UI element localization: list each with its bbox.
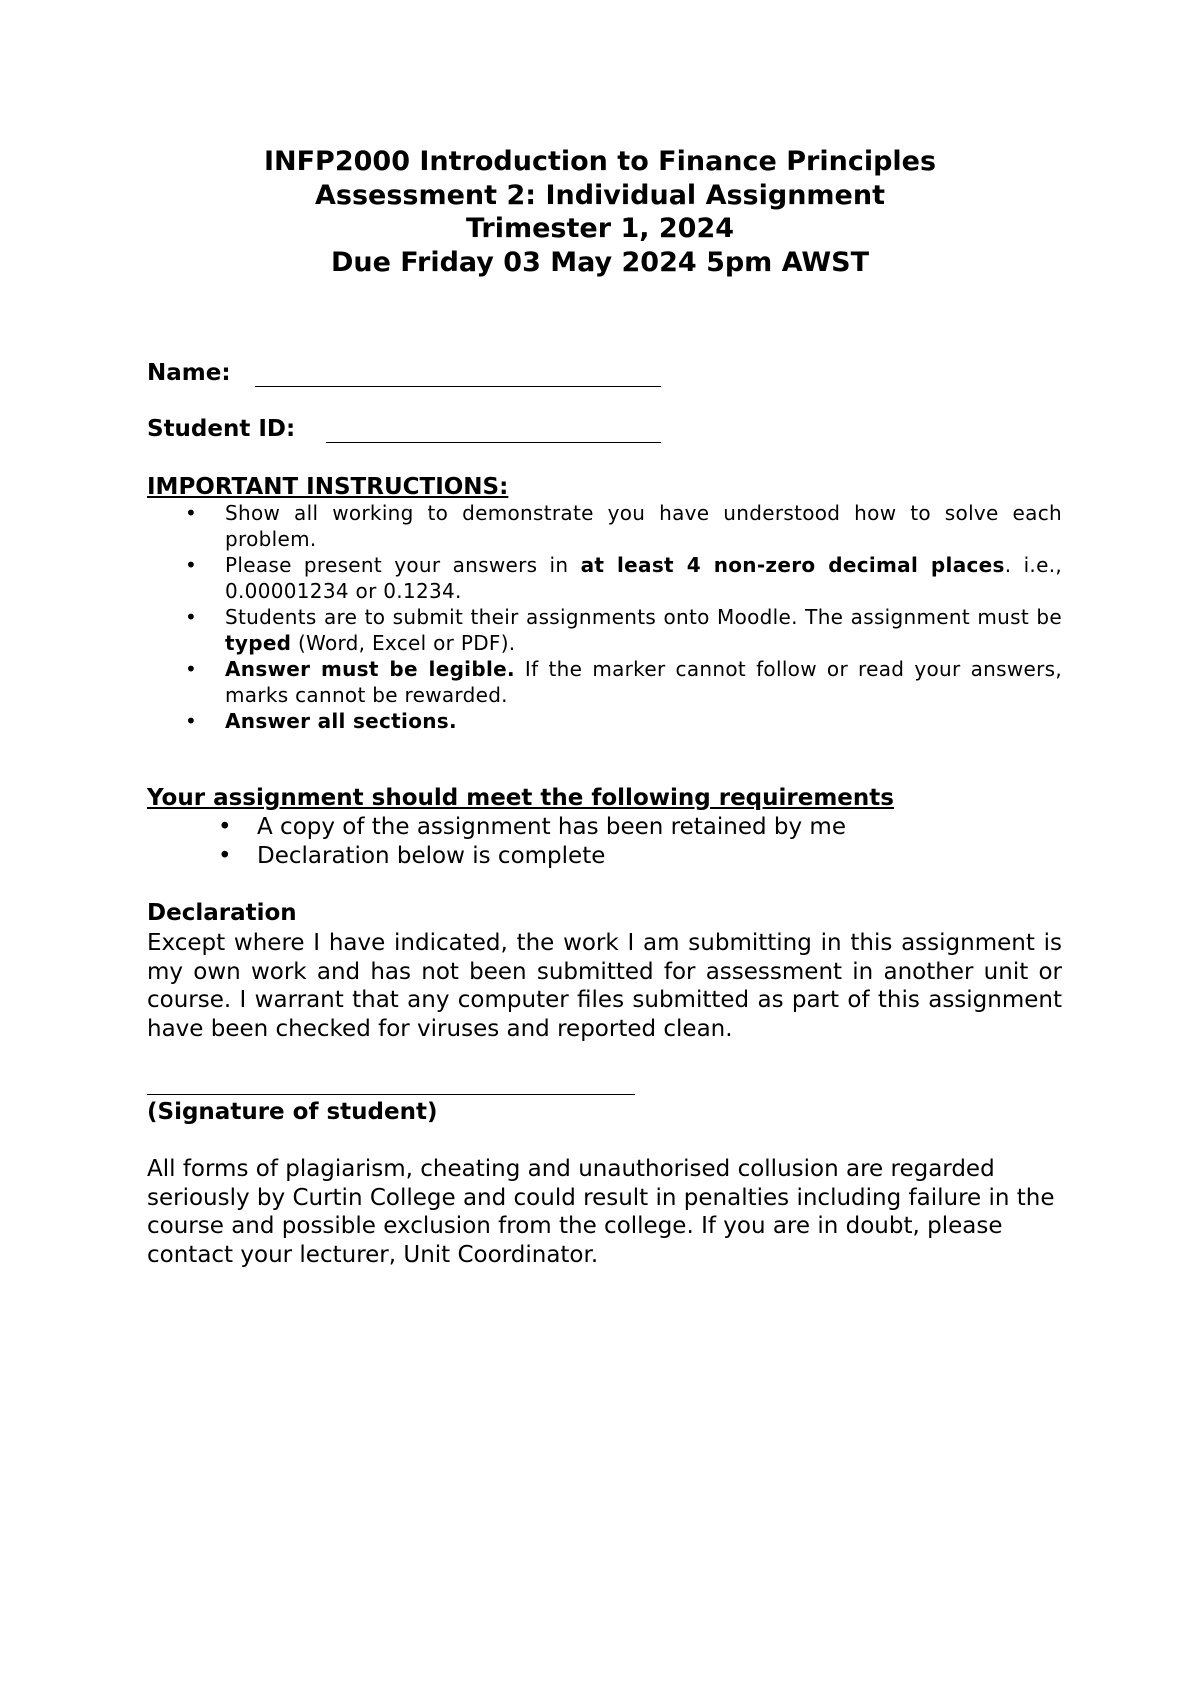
- list-item: [147, 552, 1062, 604]
- bullet-icon: •: [218, 842, 232, 869]
- instruction-text: If the marker cannot follow or read your answers, marks cannot be rewarded.: [225, 657, 1062, 707]
- signature-line[interactable]: [147, 1094, 635, 1095]
- bullet-icon: •: [185, 553, 198, 577]
- plagiarism-notice: All forms of plagiarism, cheating and unauthorised collusion are regarded seriously by Curtin College and could result in penalties including failure in the course and possible exclusion from the college. If you are in doubt, please contact your lecturer, Unit Coordinator.: [147, 1156, 1055, 1268]
- declaration-heading: Declaration: [147, 900, 297, 926]
- bullet-icon: •: [185, 605, 198, 629]
- instruction-text: (Word, Excel or PDF).: [291, 631, 516, 655]
- instruction-emphasis: typed: [225, 631, 292, 655]
- instruction-text: Show all working to demonstrate you have understood how to solve each problem.: [225, 501, 1062, 551]
- instruction-emphasis: Answer must be legible.: [225, 657, 515, 681]
- trimester-label: Trimester 1, 2024: [465, 213, 735, 244]
- requirement-text: Declaration below is complete: [257, 842, 606, 869]
- bullet-icon: •: [185, 657, 198, 681]
- instruction-emphasis: at least 4 non-zero decimal places: [580, 553, 1005, 577]
- instructions-heading: IMPORTANT INSTRUCTIONS:: [147, 474, 509, 500]
- signature-label: (Signature of student): [147, 1099, 438, 1125]
- list-item: [147, 604, 1062, 656]
- instruction-emphasis: Answer all sections.: [225, 709, 457, 733]
- instruction-text: Please present your answers in: [225, 553, 581, 577]
- declaration-text: Except where I have indicated, the work I am submitting in this assignment is my own work and has not been submitted for assessment in another unit or course. I warrant that any computer files submitted as part of this assignment have been checked for viruses and reported clean.: [147, 930, 1062, 1042]
- list-item: [147, 500, 1062, 552]
- list-item: [147, 708, 1062, 734]
- list-item: [147, 842, 1062, 871]
- requirements-heading: Your assignment should meet the following requirements: [147, 785, 894, 811]
- requirement-text: A copy of the assignment has been retained by me: [257, 814, 846, 840]
- bullet-icon: •: [185, 501, 198, 525]
- instruction-text: Students are to submit their assignments onto Moodle. The assignment must be: [225, 605, 1062, 629]
- name-field-label: Name:: [147, 360, 231, 386]
- list-item: [147, 656, 1062, 708]
- requirements-list: [147, 813, 1062, 870]
- assessment-title: Assessment 2: Individual Assignment: [315, 179, 885, 211]
- course-title: INFP2000 Introduction to Finance Principles: [263, 146, 937, 177]
- bullet-icon: •: [185, 709, 198, 733]
- bullet-icon: •: [218, 814, 232, 840]
- list-item: [147, 813, 1062, 842]
- due-date: Due Friday 03 May 2024 5pm AWST: [330, 246, 870, 278]
- student-id-field-line[interactable]: [326, 442, 661, 443]
- instructions-list: [147, 500, 1062, 734]
- title-block: [0, 145, 1200, 279]
- instruction-text: . i.e., 0.00001234 or 0.1234.: [225, 553, 1063, 603]
- name-field-line[interactable]: [255, 386, 661, 387]
- student-id-field-label: Student ID:: [147, 416, 296, 442]
